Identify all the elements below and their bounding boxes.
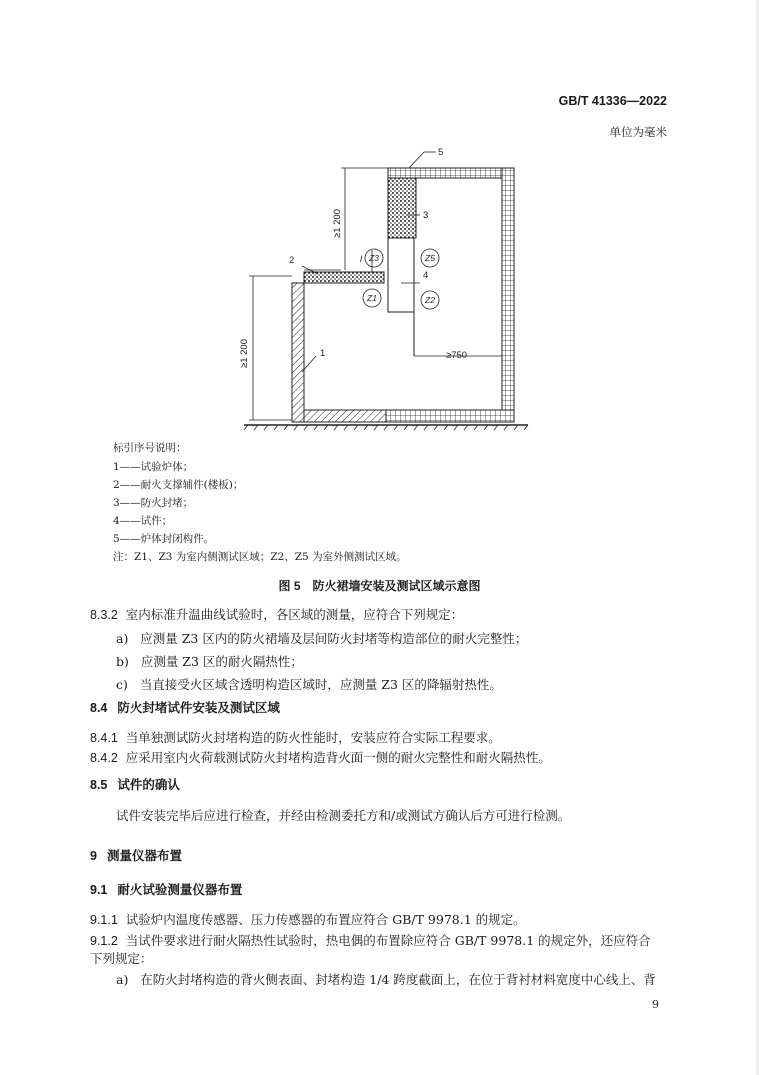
dim-750: ≥750 [446,350,468,361]
zone-z3-label: Z3 [369,253,379,263]
closure-bottom [386,410,514,422]
closure-right [502,168,514,410]
fire-stop [388,178,416,238]
zone-z2-label: Z2 [425,295,435,305]
paragraph-8-5: 试件安装完毕后应进行检查，并经由检测委托方和/或测试方确认后方可进行检测。 [116,808,571,823]
section-heading-9: 9 测量仪器布置 [90,849,182,863]
list-item: b) 应测量 Z3 区的耐火隔热性； [116,654,303,669]
dim-l: l [360,254,363,265]
zone-z5-label: Z5 [425,253,435,263]
section-heading-8-5: 8.5 试件的确认 [90,778,180,792]
dim-lower-1200: ≥1 200 [239,339,250,368]
clause-9-1-2-cont: 下列规定： [90,951,153,966]
furnace-left-wall [292,283,304,422]
list-item: a) 在防火封堵构造的背火侧表面、封堵构造 1/4 跨度截面上，在位于背衬材料宽度中心线上、背 [116,972,656,987]
callout-1: 1 [320,348,326,359]
clause-8-3-2 [90,605,463,623]
zone-z1-label: Z1 [367,293,377,303]
clause-9-1-1: 9.1.1 试验炉内温度传感器、压力传感器的布置应符合 GB/T 9978.1 的规定。 [90,912,526,927]
legend-item-1: 1——试验炉体； [113,461,194,473]
dim-upper-1200: ≥1 200 [332,209,343,238]
legend-item-3: 3——防火封堵； [113,497,194,509]
clause-text: 室内标准升温曲线试验时，各区域的测量，应符合下列规定： [125,607,464,622]
floor-slab [304,272,384,283]
page-number: 9 [652,998,659,1011]
section-heading-9-1: 9.1 耐火试验测量仪器布置 [90,883,243,897]
list-item: c) 当直接受火区域含透明构造区域时，应测量 Z3 区的降辐射热性。 [116,677,502,692]
callout-4: 4 [423,270,429,281]
callout-3: 3 [423,210,429,221]
clause-8-4-2: 8.4.2 应采用室内火荷载测试防火封堵构造背火面一侧的耐火完整性和耐火隔热性。 [90,750,551,765]
legend-title: 标引序号说明： [113,442,187,454]
closure-top [388,168,502,178]
list-item: a) 应测量 Z3 区内的防火裙墙及层间防火封堵等构造部位的耐火完整性； [116,631,528,646]
standard-number: GB/T 41336—2022 [558,94,667,108]
clause-8-4-1: 8.4.1 当单独测试防火封堵构造的防火性能时，安装应符合实际工程要求。 [90,730,501,745]
unit-note: 单位为毫米 [609,125,667,139]
figure-note: 注：Z1、Z3 为室内侧测试区域；Z2、Z5 为室外侧测试区域。 [113,551,407,563]
clause-number: 8.3.2 [90,608,118,622]
specimen [388,238,414,312]
figure-caption: 图 5 防火裙墙安装及测试区域示意图 [278,579,481,593]
legend-item-4: 4——试件； [113,515,173,527]
legend-item-5: 5——炉体封闭构件。 [113,533,215,545]
legend-item-2: 2——耐火支撑辅件(楼板)； [113,479,244,491]
callout-5: 5 [438,147,444,158]
figure-diagram [0,0,759,440]
section-heading-8-4: 8.4 防火封堵试件安装及测试区域 [90,701,280,715]
furnace-bottom-wall [304,410,386,422]
callout-2: 2 [289,255,295,266]
clause-9-1-2: 9.1.2 当试件要求进行耐火隔热性试验时，热电偶的布置除应符合 GB/T 9978.1 的规定外，还应符合 [90,933,651,948]
